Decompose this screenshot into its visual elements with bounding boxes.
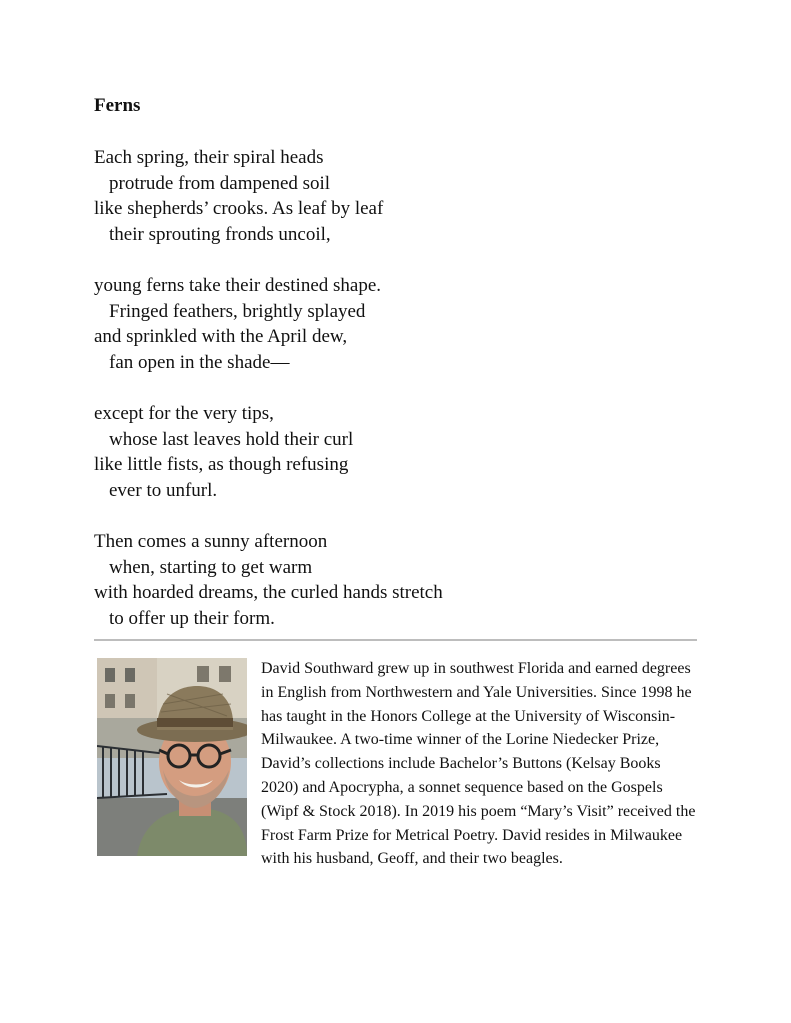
poem-stanza — [94, 273, 694, 375]
poem-line: like shepherds’ crooks. As leaf by leaf — [94, 198, 384, 220]
poem-line: fan open in the shade— — [109, 351, 290, 373]
poem-line: whose last leaves hold their curl — [109, 428, 354, 450]
poem-line: Then comes a sunny afternoon — [94, 530, 328, 552]
poem-line: and sprinkled with the April dew, — [94, 326, 348, 348]
poem-line: like little fists, as though refusing — [94, 454, 349, 476]
poem-line: Each spring, their spiral heads — [94, 147, 324, 168]
poem-line: protrude from dampened soil — [109, 172, 331, 194]
poem-line: when, starting to get warm — [109, 556, 313, 578]
author-photo — [97, 658, 247, 856]
poem-line: with hoarded dreams, the curled hands stretch — [94, 582, 443, 604]
poem-stanza — [94, 401, 694, 503]
author-bio — [94, 657, 698, 871]
poem-line: except for the very tips, — [94, 402, 274, 424]
poem-line: Fringed feathers, brightly splayed — [109, 300, 366, 322]
poem-line: ever to unfurl. — [109, 479, 218, 501]
poem-stanza — [94, 145, 694, 247]
poem-title: Ferns — [94, 95, 141, 116]
poem-line: to offer up their form. — [109, 607, 275, 629]
section-divider — [94, 639, 697, 641]
poem-line: young ferns take their destined shape. — [94, 274, 382, 296]
poem-line: their sprouting fronds uncoil, — [109, 223, 331, 245]
poem-stanza — [94, 529, 694, 631]
poem-body — [94, 145, 694, 657]
author-bio-text: David Southward grew up in southwest Florida and earned degrees in English from Northwestern and Yale Universities. Since 1998 he has taught in the Honors College at the University of Wisconsin-Milwaukee. A two-time winner of the Lorine Niedecker Prize, David’s collections include Bachelor’s Buttons (Kelsay Books 2020) and Apocrypha, a sonnet sequence based on the Gospels (Wipf & Stock 2018). In 2019 his poem “Mary’s Visit” received the Frost Farm Prize for Metrical Poetry. David resides in Milwaukee with his husband, Geoff, and their two beagles. — [261, 660, 696, 868]
